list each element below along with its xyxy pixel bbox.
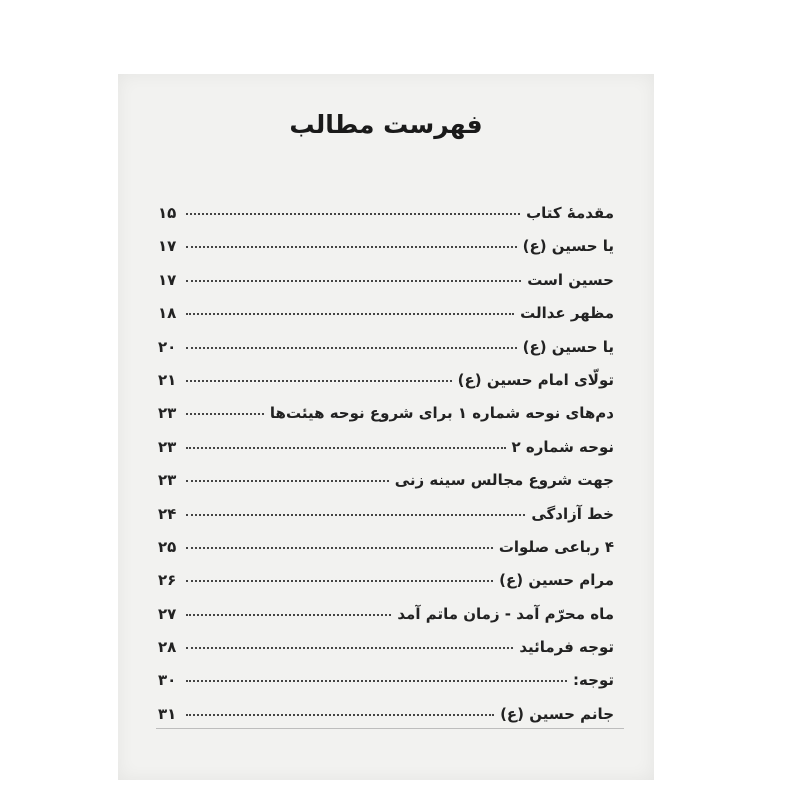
toc-entry-title: یا حسین (ع): [522, 237, 614, 256]
toc-entry-title: جهت شروع مجالس سینه زنی: [394, 471, 614, 490]
dot-leader: [186, 280, 521, 282]
toc-entry: [158, 371, 614, 404]
toc-entry: [158, 605, 614, 638]
toc-entry-title: مظهر عدالت: [520, 304, 614, 323]
toc-entry: [158, 404, 614, 437]
toc-entry-title: خط آزادگی: [531, 504, 614, 523]
toc-page-number: ۱۷: [158, 270, 177, 289]
toc-page-number: ۲۴: [158, 504, 177, 523]
toc-page-number: ۲۳: [158, 404, 177, 423]
toc-page-number: ۲۵: [158, 537, 177, 556]
toc-entry: [158, 505, 614, 538]
toc-entry-title: دم‌های نوحه شماره ۱ برای شروع نوحه هیئت‌ها: [269, 404, 614, 423]
dot-leader: [186, 580, 493, 582]
toc-entry: [158, 438, 614, 471]
toc-page-number: ۳۱: [158, 704, 177, 723]
dot-leader: [186, 647, 513, 649]
toc-page-number: ۲۷: [158, 604, 177, 623]
dot-leader: [186, 447, 506, 449]
toc-entry: [158, 237, 614, 270]
toc-page-number: ۱۵: [158, 204, 177, 222]
dot-leader: [186, 480, 389, 482]
toc-entry-title: جانم حسین (ع): [500, 704, 614, 723]
dot-leader: [186, 614, 391, 616]
toc-entry-title: توجه فرمائید: [519, 638, 614, 657]
dot-leader: [186, 680, 567, 682]
dot-leader: [186, 347, 517, 349]
dot-leader: [186, 246, 517, 248]
toc-entry: [158, 471, 614, 504]
toc-page-number: ۲۸: [158, 638, 177, 657]
toc-page-number: ۱۸: [158, 304, 177, 323]
dot-leader: [186, 213, 520, 215]
toc-entry: [158, 271, 614, 304]
toc-page-number: ۲۰: [158, 337, 177, 356]
toc-entry: [158, 571, 614, 604]
toc-entry-title: توجه:: [573, 671, 614, 690]
toc-entry-title: یا حسین (ع): [522, 337, 614, 356]
toc-entry-title: مرام حسین (ع): [499, 571, 614, 590]
toc-page-number: ۲۳: [158, 471, 177, 490]
toc-entry: [158, 538, 614, 571]
dot-leader: [186, 547, 493, 549]
toc-page-number: ۲۳: [158, 437, 177, 456]
dot-leader: [186, 514, 525, 516]
toc-entry-title: تولّای امام حسین (ع): [457, 370, 614, 389]
toc-entry: [158, 204, 614, 237]
toc-entry: [158, 338, 614, 371]
footer-divider: [156, 728, 624, 729]
dot-leader: [186, 380, 452, 382]
page-title: فهرست مطالب: [289, 110, 483, 139]
dot-leader: [186, 413, 264, 415]
table-of-contents: [158, 204, 614, 738]
toc-entry-title: ماه محرّم آمد - زمان ماتم آمد: [397, 604, 614, 623]
toc-entry-title: نوحه شماره ۲: [511, 437, 614, 456]
toc-page-number: ۱۷: [158, 237, 177, 256]
toc-entry: [158, 705, 614, 738]
toc-entry-title: مقدمهٔ کتاب: [526, 204, 614, 222]
toc-entry: [158, 638, 614, 671]
dot-leader: [186, 714, 494, 716]
toc-page-number: ۲۱: [158, 370, 177, 389]
dot-leader: [186, 313, 514, 315]
toc-entry-title: حسین است: [527, 270, 614, 289]
toc-entry: [158, 304, 614, 337]
toc-entry: [158, 671, 614, 704]
book-page: [118, 74, 654, 780]
toc-entry-title: ۴ رباعی صلوات: [498, 537, 614, 556]
toc-page-number: ۲۶: [158, 571, 177, 590]
toc-page-number: ۳۰: [158, 671, 177, 690]
